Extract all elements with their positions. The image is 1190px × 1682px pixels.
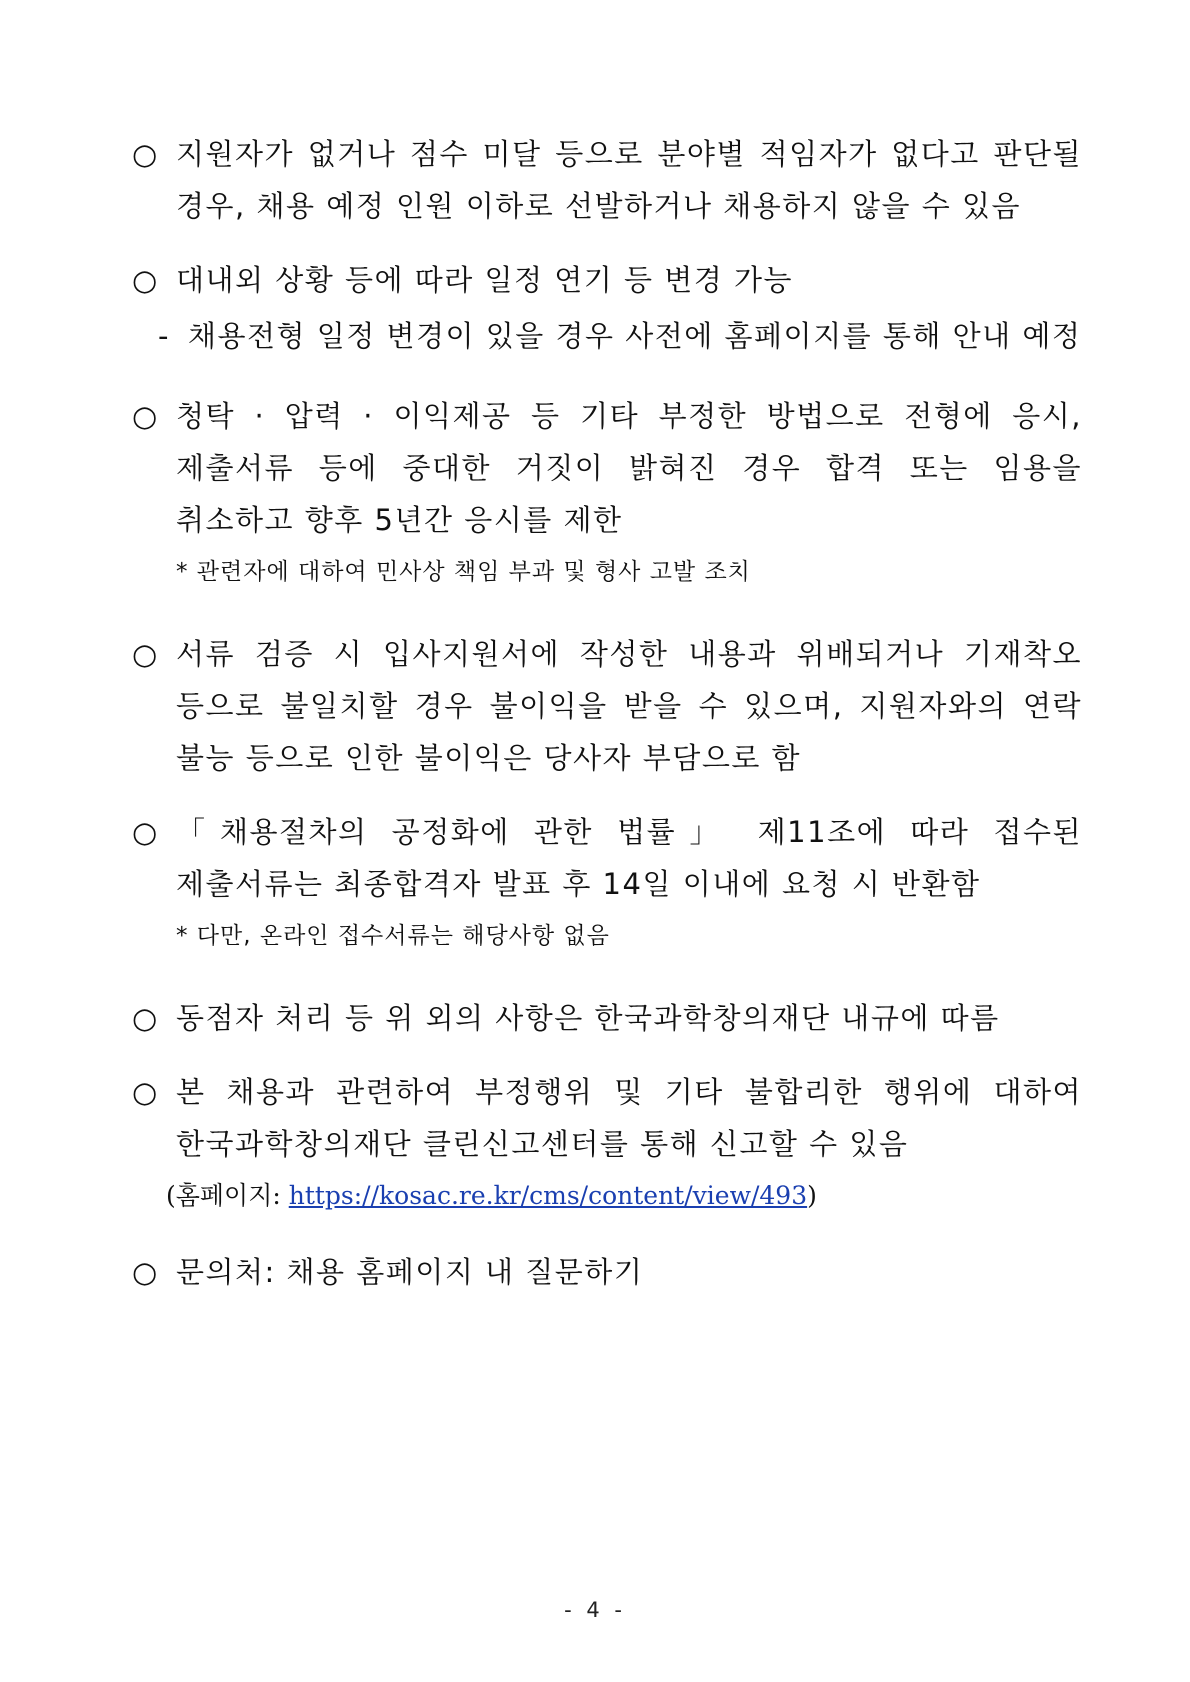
bullet-item-misconduct — [132, 390, 1082, 546]
bullet-text: 지원자가 없거나 점수 미달 등으로 분야별 적임자가 없다고 판단될 경우, 채용 예정 인원 이하로 선발하거나 채용하지 않을 수 있음 — [176, 137, 1082, 223]
circle-bullet-icon: ○ — [132, 137, 159, 171]
bullet-text: 청탁 · 압력 · 이익제공 등 기타 부정한 방법으로 전형에 응시, 제출서류 등에 중대한 거짓이 밝혀진 경우 합격 또는 임용을 취소하고 향후 5년간 응시를 제한 — [176, 399, 1082, 537]
bullet-item-contact — [132, 1246, 1082, 1298]
bullet-item-internal-rules — [132, 992, 1082, 1044]
bullet-text: 본 채용과 관련하여 부정행위 및 기타 불합리한 행위에 대하여 한국과학창의재단 클린신고센터를 통해 신고할 수 있음 — [176, 1075, 1082, 1161]
homepage-reference — [166, 1176, 1082, 1216]
bullet-text: 대내외 상황 등에 따라 일정 연기 등 변경 가능 — [176, 263, 793, 297]
bullet-item-document-return — [132, 806, 1082, 910]
circle-bullet-icon: ○ — [132, 815, 159, 849]
bullet-item-clean-report — [132, 1066, 1082, 1170]
dash-bullet-icon: - — [158, 319, 170, 353]
circle-bullet-icon: ○ — [132, 263, 159, 297]
homepage-link[interactable]: https://kosac.re.kr/cms/content/view/493 — [288, 1181, 808, 1210]
circle-bullet-icon: ○ — [132, 399, 159, 433]
bullet-item-no-suitable-candidate — [132, 128, 1082, 232]
homepage-prefix: (홈페이지: — [166, 1181, 289, 1210]
bullet-item-document-verification — [132, 628, 1082, 784]
page-number: - 4 - — [564, 1598, 626, 1622]
bullet-text: 「채용절차의 공정화에 관한 법률」 제11조에 따라 접수된 제출서류는 최종합격자 발표 후 14일 이내에 요청 시 반환함 — [176, 815, 1082, 901]
note-penalty: * 관련자에 대하여 민사상 책임 부과 및 형사 고발 조치 — [176, 559, 751, 585]
circle-bullet-icon: ○ — [132, 1255, 159, 1289]
bullet-text: 동점자 처리 등 위 외의 사항은 한국과학창의재단 내규에 따름 — [176, 1001, 1000, 1035]
circle-bullet-icon: ○ — [132, 1075, 159, 1109]
document-body — [132, 128, 1082, 1320]
bullet-text: 서류 검증 시 입사지원서에 작성한 내용과 위배되거나 기재착오 등으로 불일치할 경우 불이익을 받을 수 있으며, 지원자와의 연락 불능 등으로 인한 불이익은 당사자 부담으로 함 — [176, 637, 1082, 775]
circle-bullet-icon: ○ — [132, 637, 159, 671]
sub-item-schedule-notice — [158, 310, 1082, 362]
homepage-suffix: ) — [807, 1181, 817, 1210]
note-online: * 다만, 온라인 접수서류는 해당사항 없음 — [176, 923, 610, 949]
sub-item-text: 채용전형 일정 변경이 있을 경우 사전에 홈페이지를 통해 안내 예정 — [188, 319, 1082, 353]
bullet-text: 문의처: 채용 홈페이지 내 질문하기 — [176, 1255, 644, 1289]
bullet-item-schedule-change — [132, 254, 1082, 306]
circle-bullet-icon: ○ — [132, 1001, 159, 1035]
